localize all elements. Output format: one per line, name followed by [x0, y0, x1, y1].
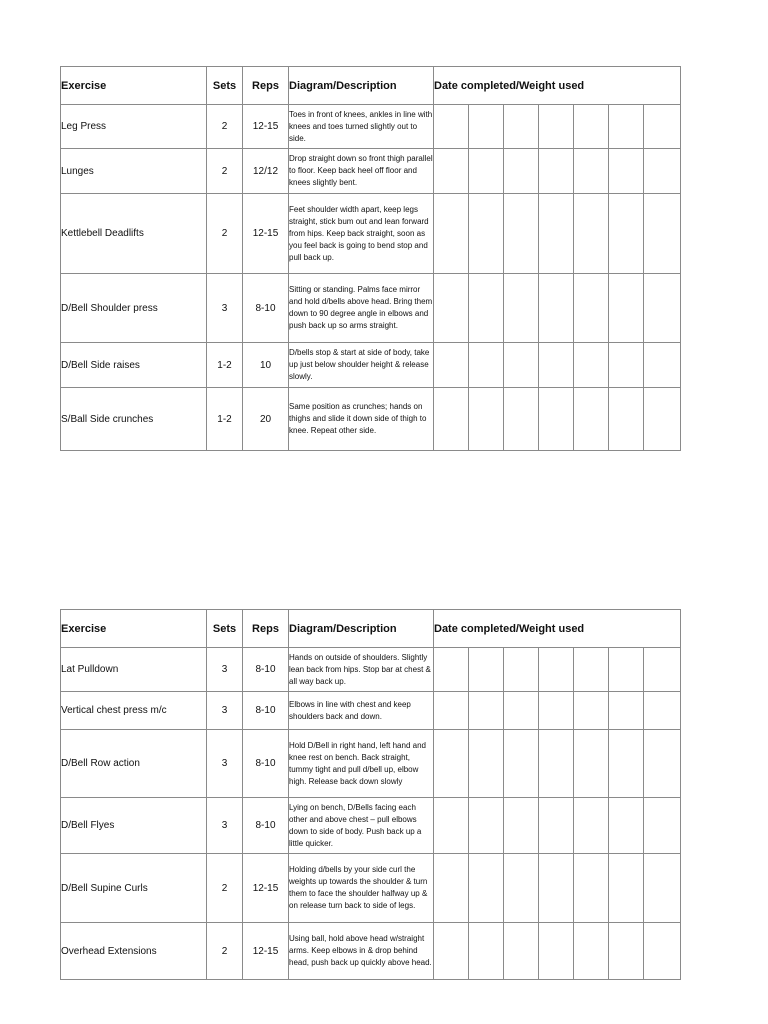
log-entry-cell-3[interactable]: [504, 274, 539, 343]
log-entry-cell-2[interactable]: [469, 194, 504, 274]
header-description: Diagram/Description: [289, 67, 434, 105]
log-entry-cell-1[interactable]: [434, 194, 469, 274]
log-entry-cell-7[interactable]: [644, 274, 681, 343]
workout-table-1: [60, 66, 681, 451]
sets-cell: 1-2: [207, 343, 243, 388]
log-entry-cell-6[interactable]: [609, 854, 644, 923]
log-entry-cell-5[interactable]: [574, 730, 609, 798]
header-sets: Sets: [207, 610, 243, 648]
exercise-name-cell: Vertical chest press m/c: [61, 692, 207, 730]
log-entry-cell-2[interactable]: [469, 274, 504, 343]
exercise-name-cell: D/Bell Row action: [61, 730, 207, 798]
log-entry-cell-7[interactable]: [644, 648, 681, 692]
description-cell: Hands on outside of shoulders. Slightly lean back from hips. Stop bar at chest & all way back up.: [289, 648, 434, 692]
log-entry-cell-2[interactable]: [469, 149, 504, 194]
log-entry-cell-6[interactable]: [609, 194, 644, 274]
log-entry-cell-6[interactable]: [609, 149, 644, 194]
table-header-row: [61, 610, 681, 648]
reps-cell: 12-15: [243, 105, 289, 149]
log-entry-cell-4[interactable]: [539, 149, 574, 194]
workout-table-2: [60, 609, 681, 980]
reps-cell: 10: [243, 343, 289, 388]
log-entry-cell-5[interactable]: [574, 798, 609, 854]
log-entry-cell-2[interactable]: [469, 388, 504, 451]
log-entry-cell-3[interactable]: [504, 149, 539, 194]
log-entry-cell-3[interactable]: [504, 798, 539, 854]
log-entry-cell-4[interactable]: [539, 194, 574, 274]
reps-cell: 8-10: [243, 648, 289, 692]
log-entry-cell-6[interactable]: [609, 343, 644, 388]
exercise-name-cell: D/Bell Shoulder press: [61, 274, 207, 343]
log-entry-cell-6[interactable]: [609, 923, 644, 980]
log-entry-cell-6[interactable]: [609, 105, 644, 149]
log-entry-cell-7[interactable]: [644, 343, 681, 388]
log-entry-cell-1[interactable]: [434, 730, 469, 798]
log-entry-cell-4[interactable]: [539, 388, 574, 451]
log-entry-cell-5[interactable]: [574, 388, 609, 451]
log-entry-cell-5[interactable]: [574, 923, 609, 980]
log-entry-cell-3[interactable]: [504, 194, 539, 274]
description-cell: Feet shoulder width apart, keep legs straight, stick bum out and lean forward from hips. Keep back straight, soon as you feel back is going to bend stop and pull back up.: [289, 194, 434, 274]
reps-cell: 12-15: [243, 923, 289, 980]
sets-cell: 2: [207, 923, 243, 980]
log-entry-cell-2[interactable]: [469, 798, 504, 854]
log-entry-cell-1[interactable]: [434, 854, 469, 923]
header-sets: Sets: [207, 67, 243, 105]
log-entry-cell-4[interactable]: [539, 854, 574, 923]
table-row: [61, 692, 681, 730]
log-entry-cell-1[interactable]: [434, 274, 469, 343]
log-entry-cell-2[interactable]: [469, 854, 504, 923]
reps-cell: 8-10: [243, 692, 289, 730]
log-entry-cell-4[interactable]: [539, 343, 574, 388]
header-exercise: Exercise: [61, 610, 207, 648]
exercise-name-cell: Leg Press: [61, 105, 207, 149]
header-description: Diagram/Description: [289, 610, 434, 648]
log-entry-cell-3[interactable]: [504, 105, 539, 149]
reps-cell: 8-10: [243, 730, 289, 798]
description-cell: D/bells stop & start at side of body, take up just below shoulder height & release slowly.: [289, 343, 434, 388]
exercise-name-cell: D/Bell Supine Curls: [61, 854, 207, 923]
log-entry-cell-7[interactable]: [644, 692, 681, 730]
log-entry-cell-6[interactable]: [609, 274, 644, 343]
header-exercise: Exercise: [61, 67, 207, 105]
log-entry-cell-5[interactable]: [574, 149, 609, 194]
sets-cell: 3: [207, 692, 243, 730]
log-entry-cell-5[interactable]: [574, 343, 609, 388]
description-cell: Toes in front of knees, ankles in line with knees and toes turned slightly out to side.: [289, 105, 434, 149]
description-cell: Sitting or standing. Palms face mirror and hold d/bells above head. Bring them down to 90 degree angle in elbows and push back up so arms straight.: [289, 274, 434, 343]
log-entry-cell-7[interactable]: [644, 388, 681, 451]
table-body: [61, 648, 681, 980]
reps-cell: 12/12: [243, 149, 289, 194]
table-header-row: [61, 67, 681, 105]
sets-cell: 2: [207, 194, 243, 274]
log-entry-cell-3[interactable]: [504, 854, 539, 923]
reps-cell: 8-10: [243, 798, 289, 854]
log-entry-cell-1[interactable]: [434, 343, 469, 388]
table-row: [61, 343, 681, 388]
log-entry-cell-1[interactable]: [434, 692, 469, 730]
log-entry-cell-3[interactable]: [504, 692, 539, 730]
log-entry-cell-4[interactable]: [539, 923, 574, 980]
table-row: [61, 923, 681, 980]
log-entry-cell-7[interactable]: [644, 194, 681, 274]
log-entry-cell-3[interactable]: [504, 343, 539, 388]
log-entry-cell-1[interactable]: [434, 798, 469, 854]
table-row: [61, 194, 681, 274]
log-entry-cell-4[interactable]: [539, 648, 574, 692]
log-entry-cell-7[interactable]: [644, 798, 681, 854]
sets-cell: 3: [207, 274, 243, 343]
log-entry-cell-1[interactable]: [434, 105, 469, 149]
table-row: [61, 388, 681, 451]
description-cell: Using ball, hold above head w/straight arms. Keep elbows in & drop behind head, push back up quickly above head.: [289, 923, 434, 980]
log-entry-cell-4[interactable]: [539, 798, 574, 854]
exercise-name-cell: S/Ball Side crunches: [61, 388, 207, 451]
table-row: [61, 149, 681, 194]
log-entry-cell-5[interactable]: [574, 194, 609, 274]
table-row: [61, 648, 681, 692]
log-entry-cell-7[interactable]: [644, 854, 681, 923]
header-reps: Reps: [243, 610, 289, 648]
exercise-name-cell: Lat Pulldown: [61, 648, 207, 692]
reps-cell: 12-15: [243, 194, 289, 274]
log-entry-cell-7[interactable]: [644, 105, 681, 149]
log-entry-cell-2[interactable]: [469, 730, 504, 798]
log-entry-cell-1[interactable]: [434, 648, 469, 692]
log-entry-cell-3[interactable]: [504, 648, 539, 692]
table-row: [61, 798, 681, 854]
description-cell: Holding d/bells by your side curl the weights up towards the shoulder & turn them to face the shoulder halfway up & on release turn back to side of legs.: [289, 854, 434, 923]
sets-cell: 3: [207, 648, 243, 692]
log-entry-cell-6[interactable]: [609, 798, 644, 854]
header-date-weight: Date completed/Weight used: [434, 67, 681, 105]
log-entry-cell-2[interactable]: [469, 343, 504, 388]
table-body: [61, 105, 681, 451]
log-entry-cell-2[interactable]: [469, 692, 504, 730]
exercise-name-cell: Overhead Extensions: [61, 923, 207, 980]
exercise-name-cell: Kettlebell Deadlifts: [61, 194, 207, 274]
log-entry-cell-4[interactable]: [539, 105, 574, 149]
description-cell: Lying on bench, D/Bells facing each other and above chest – pull elbows down to side of body. Push back up a little quicker.: [289, 798, 434, 854]
log-entry-cell-6[interactable]: [609, 648, 644, 692]
log-entry-cell-6[interactable]: [609, 730, 644, 798]
log-entry-cell-2[interactable]: [469, 648, 504, 692]
header-reps: Reps: [243, 67, 289, 105]
log-entry-cell-5[interactable]: [574, 854, 609, 923]
log-entry-cell-2[interactable]: [469, 923, 504, 980]
log-entry-cell-6[interactable]: [609, 388, 644, 451]
reps-cell: 20: [243, 388, 289, 451]
log-entry-cell-5[interactable]: [574, 692, 609, 730]
table-row: [61, 854, 681, 923]
sets-cell: 2: [207, 854, 243, 923]
log-entry-cell-7[interactable]: [644, 923, 681, 980]
log-entry-cell-7[interactable]: [644, 149, 681, 194]
log-entry-cell-3[interactable]: [504, 923, 539, 980]
log-entry-cell-4[interactable]: [539, 274, 574, 343]
header-date-weight: Date completed/Weight used: [434, 610, 681, 648]
log-entry-cell-5[interactable]: [574, 105, 609, 149]
description-cell: Same position as crunches; hands on thighs and slide it down side of thigh to knee. Repeat other side.: [289, 388, 434, 451]
log-entry-cell-4[interactable]: [539, 730, 574, 798]
description-cell: Hold D/Bell in right hand, left hand and knee rest on bench. Back straight, tummy tight and pull d/bell up, elbow high. Release back down slowly: [289, 730, 434, 798]
table-row: [61, 730, 681, 798]
log-entry-cell-7[interactable]: [644, 730, 681, 798]
description-cell: Drop straight down so front thigh parallel to floor. Keep back heel off floor and knees slightly bent.: [289, 149, 434, 194]
sets-cell: 2: [207, 105, 243, 149]
table-row: [61, 274, 681, 343]
exercise-name-cell: D/Bell Flyes: [61, 798, 207, 854]
exercise-name-cell: Lunges: [61, 149, 207, 194]
log-entry-cell-5[interactable]: [574, 648, 609, 692]
sets-cell: 3: [207, 730, 243, 798]
sets-cell: 2: [207, 149, 243, 194]
log-entry-cell-3[interactable]: [504, 730, 539, 798]
log-entry-cell-5[interactable]: [574, 274, 609, 343]
log-entry-cell-1[interactable]: [434, 149, 469, 194]
reps-cell: 12-15: [243, 854, 289, 923]
reps-cell: 8-10: [243, 274, 289, 343]
log-entry-cell-2[interactable]: [469, 105, 504, 149]
table-row: [61, 105, 681, 149]
log-entry-cell-1[interactable]: [434, 923, 469, 980]
exercise-name-cell: D/Bell Side raises: [61, 343, 207, 388]
log-entry-cell-1[interactable]: [434, 388, 469, 451]
log-entry-cell-4[interactable]: [539, 692, 574, 730]
log-entry-cell-6[interactable]: [609, 692, 644, 730]
sets-cell: 1-2: [207, 388, 243, 451]
sets-cell: 3: [207, 798, 243, 854]
log-entry-cell-3[interactable]: [504, 388, 539, 451]
description-cell: Elbows in line with chest and keep shoulders back and down.: [289, 692, 434, 730]
